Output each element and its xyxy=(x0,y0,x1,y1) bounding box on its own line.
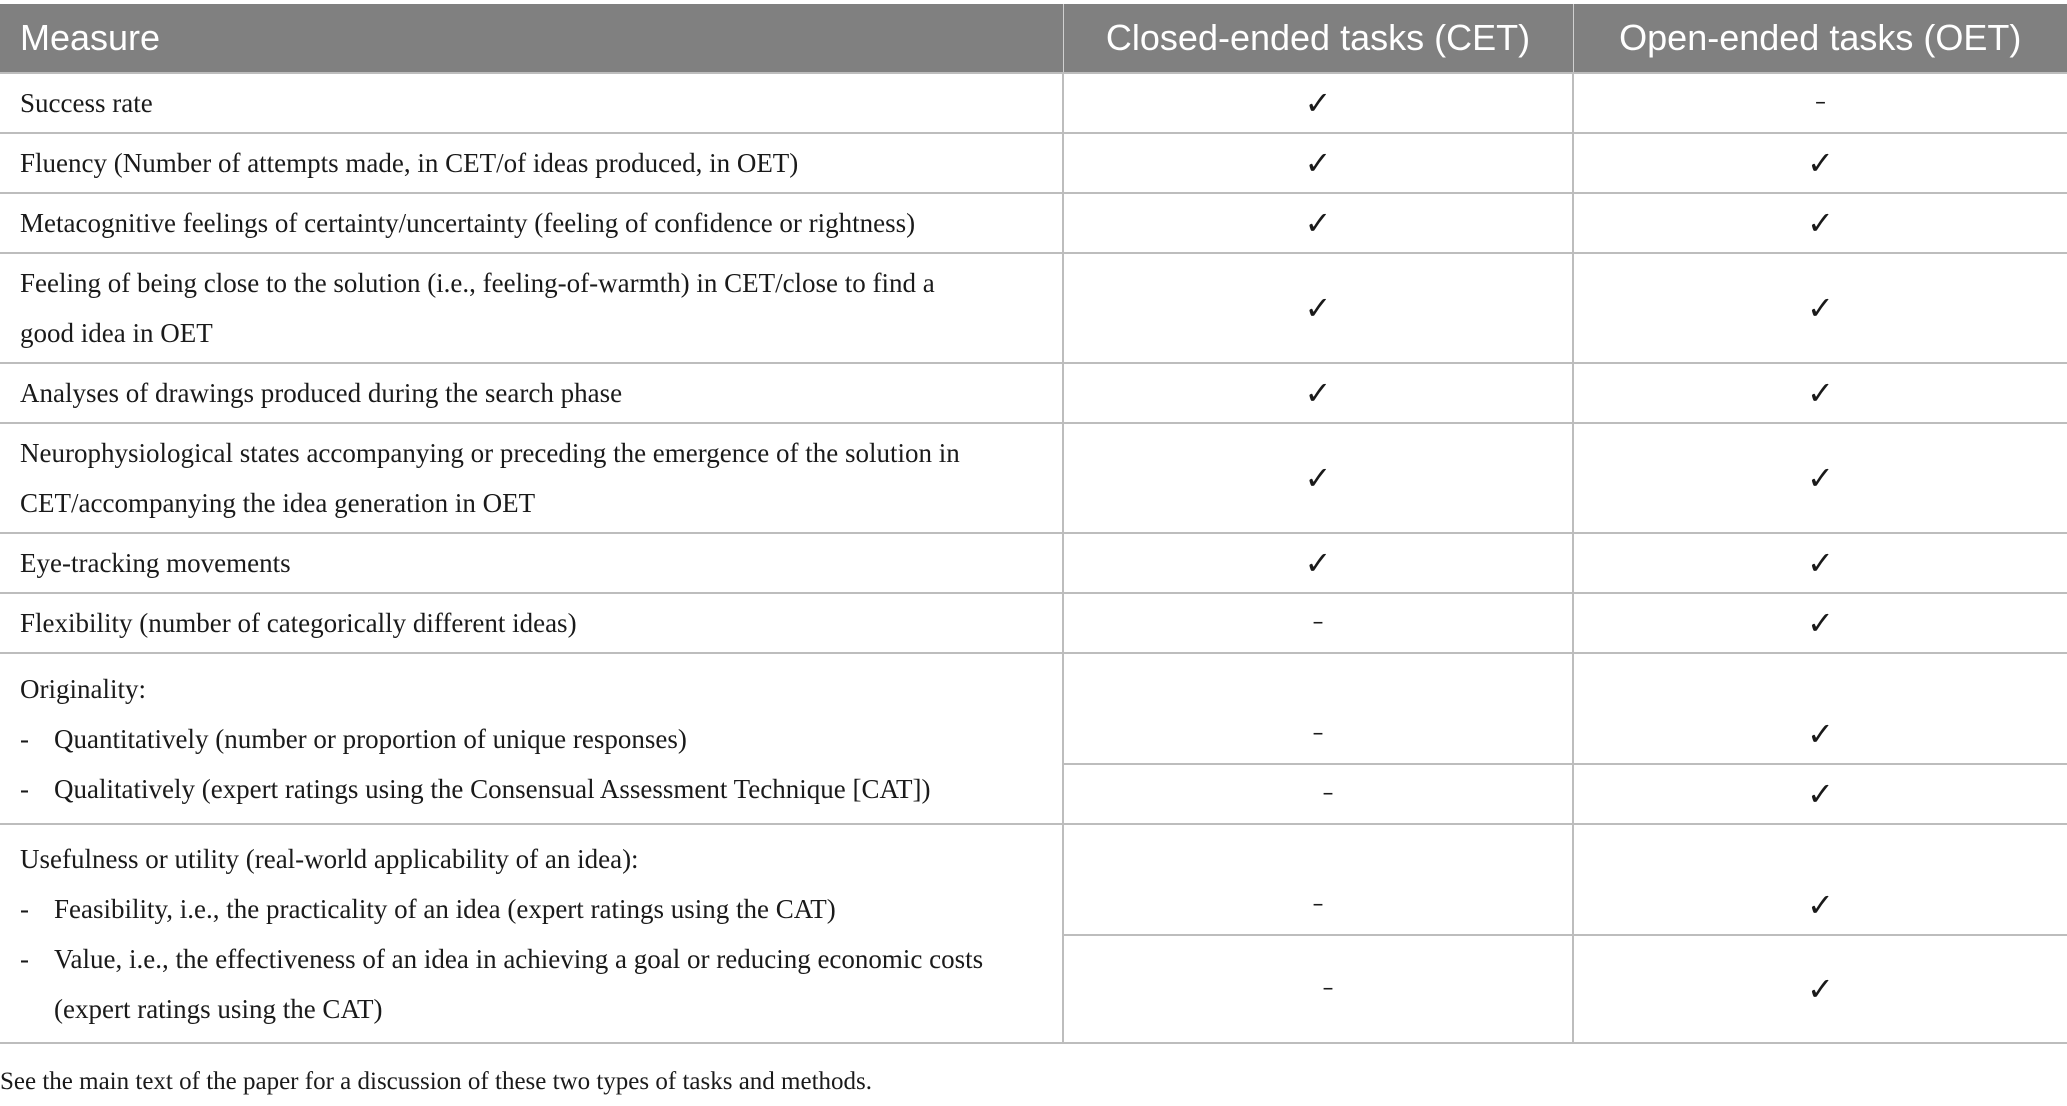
table-header-row xyxy=(0,4,2067,73)
table-row xyxy=(0,533,2067,593)
cet-check-icon: ✓ xyxy=(1063,533,1573,593)
oet-check-icon: ✓ xyxy=(1573,133,2067,193)
measures-table xyxy=(0,4,2067,1044)
cet-check-icon: ✓ xyxy=(1063,73,1573,133)
oet-check-icon: ✓ xyxy=(1573,824,2067,935)
cet-check-icon: ✓ xyxy=(1063,423,1573,533)
oet-check-icon: ✓ xyxy=(1573,764,2067,824)
measure-cell: Analyses of drawings produced during the search phase xyxy=(0,363,1063,423)
table-row-usefulness xyxy=(0,824,2067,935)
oet-check-icon: ✓ xyxy=(1573,363,2067,423)
header-oet: Open-ended tasks (OET) xyxy=(1573,4,2067,73)
measure-line: Neurophysiological states accompanying or preceding the emergence of the solution in xyxy=(20,438,960,468)
table-row-originality xyxy=(0,653,2067,764)
cet-dash-icon: – xyxy=(1063,824,1573,935)
table-row xyxy=(0,73,2067,133)
sub-label: Value, i.e., the effectiveness of an idea in achieving a goal or reducing economic costs xyxy=(54,943,984,974)
usefulness-cell xyxy=(0,824,1063,1043)
cet-dash-icon: – xyxy=(1063,653,1573,764)
table-row xyxy=(0,253,2067,363)
table-footnote: See the main text of the paper for a discussion of these two types of tasks and methods. xyxy=(0,1068,873,1095)
originality-sub-quantitative xyxy=(20,714,1062,764)
oet-check-icon: ✓ xyxy=(1573,593,2067,653)
oet-check-icon: ✓ xyxy=(1573,253,2067,363)
sub-label: Quantitatively (number or proportion of unique responses) xyxy=(54,723,687,754)
usefulness-sub-feasibility xyxy=(20,884,1062,934)
originality-title: Originality: xyxy=(20,673,146,704)
bullet: - xyxy=(20,893,29,924)
measure-line: CET/accompanying the idea generation in OET xyxy=(20,488,536,518)
measures-table-container xyxy=(0,4,2067,1044)
measure-line: Feeling of being close to the solution (i.e., feeling-of-warmth) in CET/close to find a xyxy=(20,268,935,298)
usefulness-sub-value xyxy=(20,934,1062,984)
cet-dash-icon: – xyxy=(1063,764,1573,824)
table-row xyxy=(0,363,2067,423)
originality-cell xyxy=(0,653,1063,824)
header-measure: Measure xyxy=(0,4,1063,73)
table-row xyxy=(0,133,2067,193)
oet-check-icon: ✓ xyxy=(1573,935,2067,1043)
table-row xyxy=(0,593,2067,653)
cet-check-icon: ✓ xyxy=(1063,253,1573,363)
usefulness-title: Usefulness or utility (real-world applicability of an idea): xyxy=(20,843,639,874)
cet-check-icon: ✓ xyxy=(1063,363,1573,423)
header-cet: Closed-ended tasks (CET) xyxy=(1063,4,1573,73)
cet-check-icon: ✓ xyxy=(1063,193,1573,253)
measure-cell: Success rate xyxy=(0,73,1063,133)
bullet: - xyxy=(20,773,29,804)
originality-sub-qualitative xyxy=(20,764,1062,814)
measure-cell: Eye-tracking movements xyxy=(0,533,1063,593)
bullet: - xyxy=(20,723,29,754)
cet-dash-icon: – xyxy=(1063,593,1573,653)
table-row xyxy=(0,423,2067,533)
sub-label: Qualitatively (expert ratings using the Consensual Assessment Technique [CAT]) xyxy=(54,773,931,804)
cet-check-icon: ✓ xyxy=(1063,133,1573,193)
measure-cell xyxy=(0,423,1063,533)
measure-line: good idea in OET xyxy=(20,318,213,348)
oet-dash-icon: – xyxy=(1573,73,2067,133)
oet-check-icon: ✓ xyxy=(1573,533,2067,593)
table-row xyxy=(0,193,2067,253)
oet-check-icon: ✓ xyxy=(1573,423,2067,533)
measure-cell: Fluency (Number of attempts made, in CET/of ideas produced, in OET) xyxy=(0,133,1063,193)
measure-cell xyxy=(0,253,1063,363)
oet-check-icon: ✓ xyxy=(1573,653,2067,764)
cet-dash-icon: – xyxy=(1063,935,1573,1043)
usefulness-sub-value-cont: (expert ratings using the CAT) xyxy=(54,993,383,1024)
measure-cell: Flexibility (number of categorically different ideas) xyxy=(0,593,1063,653)
measure-cell: Metacognitive feelings of certainty/uncertainty (feeling of confidence or rightness) xyxy=(0,193,1063,253)
bullet: - xyxy=(20,943,29,974)
sub-label: Feasibility, i.e., the practicality of an idea (expert ratings using the CAT) xyxy=(54,893,836,924)
oet-check-icon: ✓ xyxy=(1573,193,2067,253)
